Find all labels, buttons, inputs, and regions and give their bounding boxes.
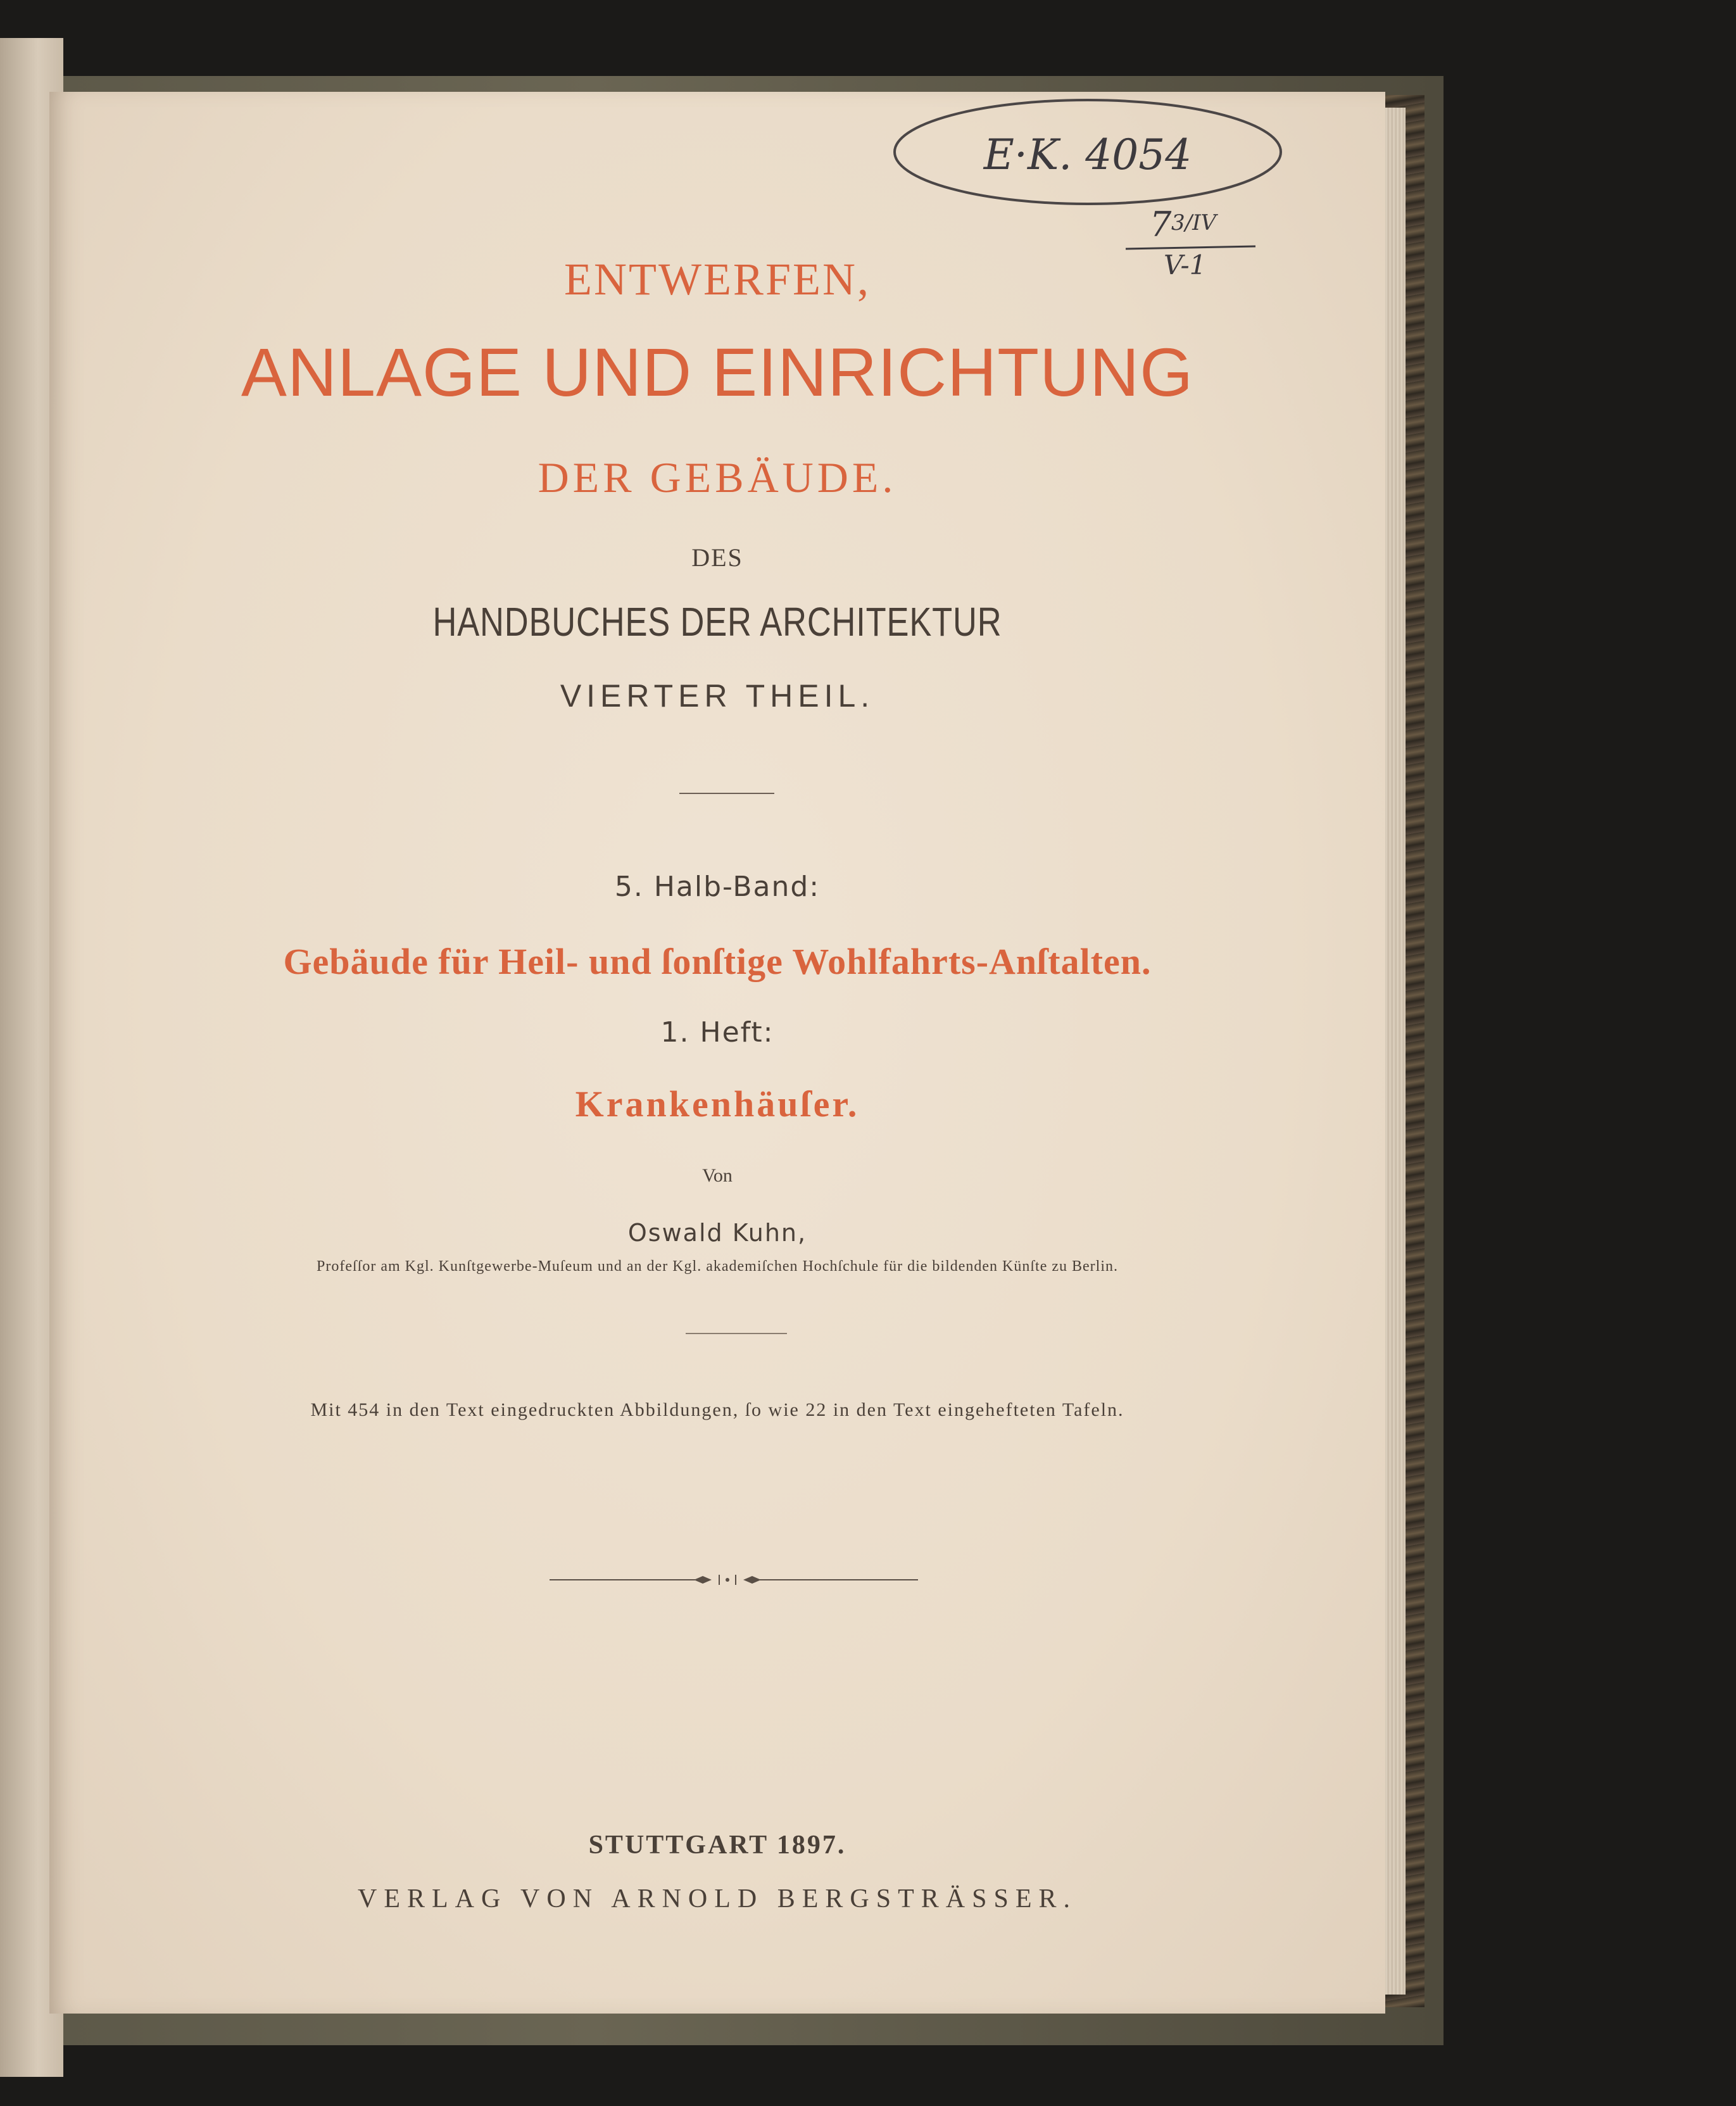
ornamental-rule <box>550 1567 923 1592</box>
author-by: Von <box>702 1165 733 1186</box>
volume-note-rule <box>1126 246 1255 249</box>
imprint-publisher: VERLAG VON ARNOLD BERGSTRÄSSER. <box>358 1884 1077 1914</box>
title-line-theil: VIERTER THEIL. <box>560 678 875 714</box>
volume-note-bottom: V-1 <box>1164 249 1207 281</box>
volume-note-top: 7 <box>1150 205 1172 244</box>
author-affiliation: Profeſſor am Kgl. Kunſtgewerbe-Muſeum und an der Kgl. akademiſchen Hochſchule für die bildenden Künſte zu Berlin. <box>317 1258 1118 1275</box>
imprint-place-year: STUTTGART 1897. <box>588 1831 846 1860</box>
half-band-title: Gebäude für Heil- und ſonſtige Wohlfahrts-Anſtalten. <box>283 941 1152 982</box>
title-line-entwerfen: ENTWERFEN, <box>564 254 871 305</box>
divider-rule-2 <box>686 1333 787 1334</box>
title-page <box>49 92 1385 2014</box>
half-band-label: 5. Halb-Band: <box>614 871 821 903</box>
title-line-des: DES <box>691 543 743 572</box>
title-line-main: ANLAGE UND EINRICHTUNG <box>241 334 1194 410</box>
illustrations-note: Mit 454 in den Text eingedruckten Abbildungen, ſo wie 22 in den Text eingehefteten Tafeln. <box>310 1399 1124 1420</box>
heft-title: Krankenhäuſer. <box>575 1083 860 1125</box>
volume-note-sup: 3/IV <box>1171 210 1217 236</box>
author-name: Oswald Kuhn, <box>627 1219 807 1247</box>
stamp-shelfmark: E·K. 4054 <box>983 130 1192 179</box>
heft-label: 1. Heft: <box>660 1016 774 1049</box>
divider-rule <box>679 793 774 794</box>
title-line-handbuch: HANDBUCHES DER ARCHITEKTUR <box>432 599 1002 645</box>
title-line-gebaeude: DER GEBÄUDE. <box>538 453 897 501</box>
